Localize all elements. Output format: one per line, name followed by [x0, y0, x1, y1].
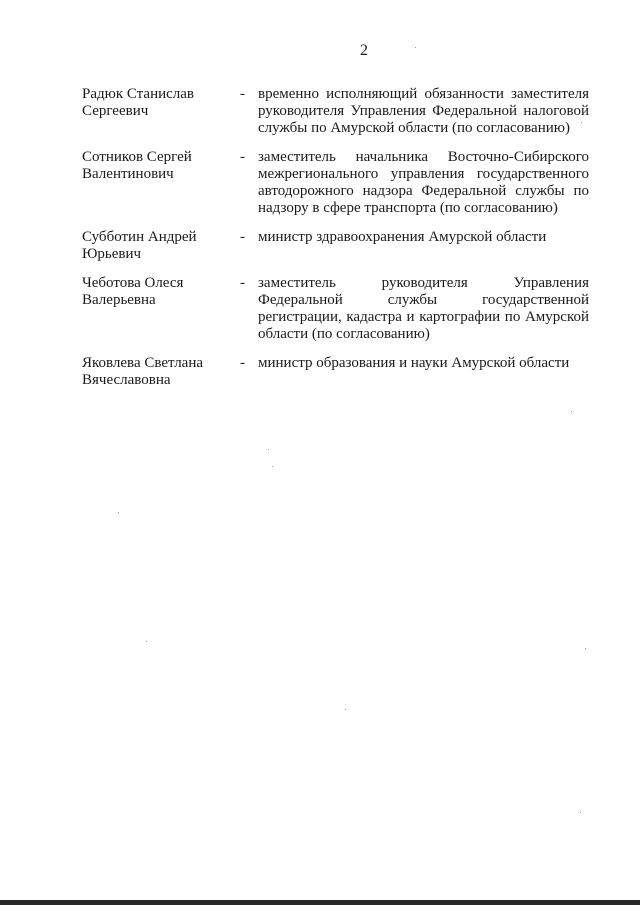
member-name: Чеботова Олеся Валерьевна: [82, 275, 184, 308]
member-role: министр здравоохранения Амурской области: [258, 229, 547, 245]
member-name: Сотников Сергей Валентинович: [82, 149, 192, 182]
member-name: Субботин Андрей Юрьевич: [82, 229, 197, 262]
member-role: заместитель руководителя Управления Федеральной службы государственной регистрации, кадастра и картографии по Амурской области (по согласованию): [258, 275, 589, 342]
scan-bottom-edge: [0, 900, 640, 905]
member-role: министр образования и науки Амурской области: [258, 355, 570, 371]
member-name: Радюк Станислав Сергеевич: [82, 86, 195, 119]
member-role: временно исполняющий обязанности заместителя руководителя Управления Федеральной налоговой службы по Амурской области (по согласованию): [258, 86, 589, 136]
scan-speck: [272, 466, 273, 467]
member-role: заместитель начальника Восточно-Сибирского межрегионального управления государственного автодорожного надзора Федеральной службы по надзору в сфере транспорта (по согласованию): [258, 149, 589, 216]
separator-dash: -: [240, 275, 245, 291]
scan-speck: [585, 648, 586, 649]
scan-speck: [580, 812, 581, 813]
scan-speck: [345, 709, 346, 710]
separator-dash: -: [240, 355, 245, 371]
scan-speck: [146, 641, 147, 642]
scan-speck: [571, 411, 572, 412]
scan-speck: [581, 122, 582, 123]
separator-dash: -: [240, 149, 245, 165]
separator-dash: -: [240, 86, 245, 102]
scan-speck: [118, 512, 119, 513]
separator-dash: -: [240, 229, 245, 245]
scan-speck: [415, 47, 416, 48]
member-name: Яковлева Светлана Вячеславовна: [82, 355, 204, 388]
scan-speck: [268, 449, 269, 450]
page-number: 2: [360, 42, 368, 59]
